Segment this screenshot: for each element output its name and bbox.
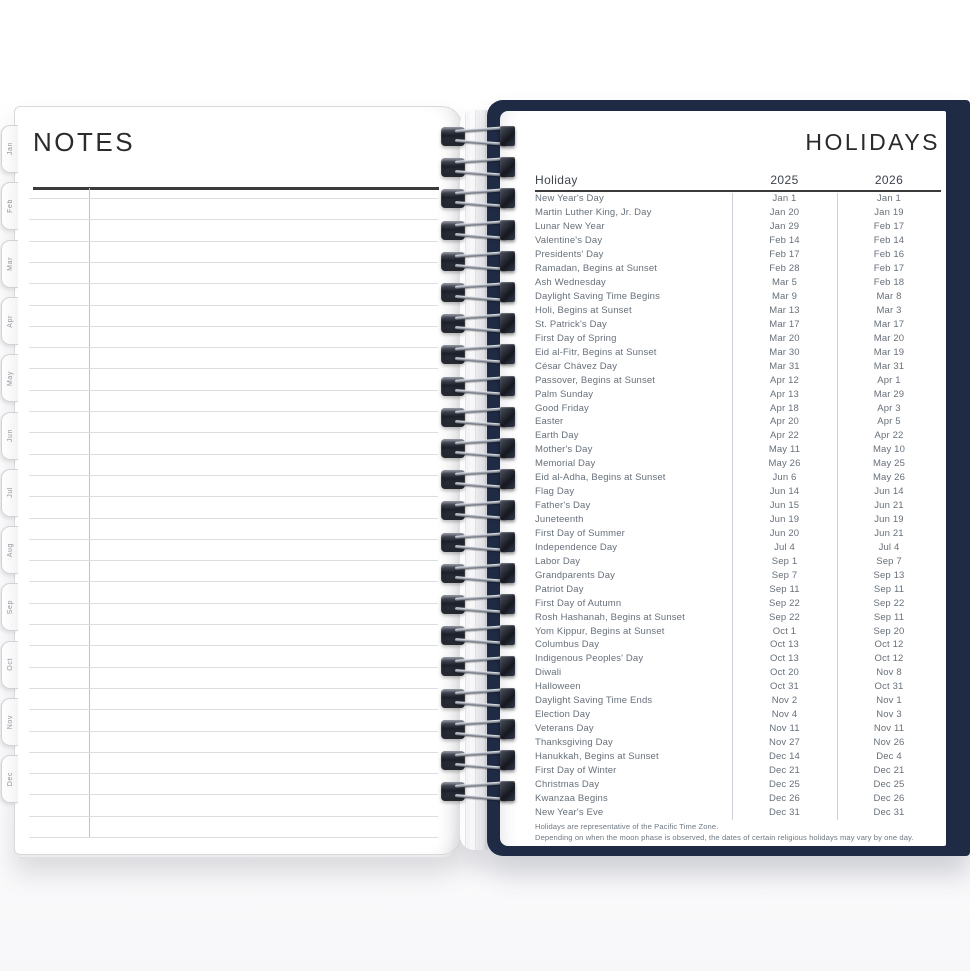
holiday-row [535, 429, 941, 443]
month-tab-label: Nov [6, 714, 14, 730]
holiday-row [535, 248, 941, 262]
holiday-name: Martin Luther King, Jr. Day [535, 207, 652, 219]
holiday-name: New Year's Day [535, 193, 604, 205]
binding-cap-right [500, 376, 515, 396]
binding-cap-right [500, 407, 515, 427]
ruled-line [29, 518, 438, 519]
holiday-date-2026: May 25 [872, 458, 906, 470]
holiday-date-2025: Apr 18 [770, 402, 799, 414]
holiday-name: Presidents' Day [535, 249, 604, 261]
holiday-date-2026: Mar 31 [873, 360, 905, 372]
holiday-name: Halloween [535, 681, 581, 693]
holiday-row [535, 805, 941, 819]
holiday-name: Indigenous Peoples' Day [535, 653, 644, 665]
holiday-table-header [535, 167, 941, 187]
holiday-row [535, 652, 941, 666]
holiday-table [535, 167, 941, 819]
holiday-date-2026: Sep 20 [873, 625, 905, 637]
holiday-date-2025: Mar 20 [769, 332, 800, 344]
holiday-row [535, 276, 941, 290]
footnote-line: Depending on when the moon phase is observed, the dates of certain religious holidays may vary by one day. [535, 833, 914, 843]
ruled-line [29, 731, 438, 732]
binding-loop [441, 499, 515, 523]
binding-loop [441, 624, 515, 648]
ruled-line [29, 773, 438, 774]
holiday-date-2025: Oct 13 [770, 653, 799, 665]
holiday-date-2026: Mar 8 [876, 291, 902, 303]
holiday-name: Father's Day [535, 500, 591, 512]
ruled-line [29, 262, 438, 263]
binding-cap-right [500, 188, 515, 208]
binding-cap-right [500, 251, 515, 271]
ruled-line [29, 581, 438, 582]
month-tab-apr [1, 297, 18, 345]
holiday-date-2025: Oct 13 [770, 639, 799, 651]
holiday-date-2026: Nov 8 [876, 667, 902, 679]
holiday-row [535, 387, 941, 401]
holiday-name: Eid al-Adha, Begins at Sunset [535, 472, 666, 484]
binding-loop [441, 125, 515, 149]
ruled-line [29, 794, 438, 795]
holiday-name: Yom Kippur, Begins at Sunset [535, 625, 665, 637]
ruled-line [29, 816, 438, 817]
holiday-name: Ramadan, Begins at Sunset [535, 263, 658, 275]
ruled-line [29, 645, 438, 646]
header-2026: 2026 [874, 173, 904, 187]
binding-cap-right [500, 688, 515, 708]
month-tab-jun [1, 412, 18, 460]
holiday-date-2026: Jun 21 [874, 527, 904, 539]
notes-margin-line [89, 188, 90, 838]
holiday-date-2025: Jan 1 [772, 193, 797, 205]
holiday-row [535, 694, 941, 708]
month-tab-label: Jun [6, 428, 14, 443]
ruled-line [29, 688, 438, 689]
month-tab-aug [1, 526, 18, 574]
holiday-date-2026: Mar 29 [873, 388, 905, 400]
holiday-row [535, 513, 941, 527]
binding-loop [441, 250, 515, 274]
holiday-date-2025: Jul 4 [774, 541, 795, 553]
header-2025: 2025 [770, 173, 799, 187]
binding-loop [441, 531, 515, 555]
holiday-row [535, 415, 941, 429]
holiday-row [535, 192, 941, 206]
holiday-name: New Year's Eve [535, 806, 604, 818]
binding-cap-right [500, 344, 515, 364]
holiday-row [535, 499, 941, 513]
binding-loop [441, 312, 515, 336]
holiday-date-2026: Nov 3 [876, 709, 902, 721]
month-tab-dec [1, 755, 18, 803]
month-tab-label: May [6, 370, 14, 386]
month-tab-label: Aug [6, 542, 14, 558]
binding-cap-right [500, 282, 515, 302]
holiday-date-2026: Jul 4 [878, 541, 900, 553]
holiday-name: Independence Day [535, 541, 618, 553]
holiday-date-2026: Apr 5 [877, 416, 901, 428]
holiday-date-2025: Sep 22 [768, 611, 800, 623]
holiday-date-2026: Dec 25 [873, 778, 905, 790]
holiday-date-2026: Nov 11 [873, 723, 905, 735]
binding-cap-right [500, 157, 515, 177]
ruled-line [29, 198, 438, 199]
month-tab-oct [1, 641, 18, 689]
holiday-date-2025: Nov 27 [768, 737, 800, 749]
holiday-row [535, 485, 941, 499]
holiday-row [535, 331, 941, 345]
binding-loop [441, 562, 515, 586]
binding-loop [441, 437, 515, 461]
binding-cap-right [500, 500, 515, 520]
month-tab-label: Jan [6, 142, 14, 156]
holiday-date-2026: Mar 17 [873, 318, 905, 330]
holiday-date-2026: Sep 22 [873, 597, 905, 609]
holiday-date-2025: Nov 11 [769, 723, 800, 735]
holiday-row [535, 722, 941, 736]
holiday-name: Mother's Day [535, 444, 593, 456]
holiday-row [535, 443, 941, 457]
holiday-date-2025: Mar 30 [769, 346, 800, 358]
binding-loop [441, 780, 515, 804]
month-tab-label: Mar [6, 256, 14, 271]
holiday-date-2026: Feb 14 [873, 235, 905, 247]
month-tab-jan [1, 125, 18, 173]
holiday-date-2025: Feb 28 [769, 263, 800, 275]
binding-cap-right [500, 532, 515, 552]
holiday-row [535, 666, 941, 680]
holiday-name: First Day of Autumn [535, 597, 622, 609]
holiday-date-2025: Oct 20 [770, 667, 799, 679]
notes-page-title: NOTES [33, 127, 136, 157]
binding-cap-right [500, 625, 515, 645]
ruled-line [29, 283, 438, 284]
month-tab-sep [1, 583, 18, 631]
month-tab-may [1, 354, 18, 402]
holiday-date-2026: Dec 26 [873, 792, 905, 804]
binding-cap-right [500, 781, 515, 801]
holiday-name: Daylight Saving Time Begins [535, 291, 660, 303]
holiday-name: First Day of Summer [535, 527, 625, 539]
binding-loop [441, 375, 515, 399]
holiday-name: First Day of Spring [535, 332, 617, 344]
binding-loop [441, 219, 515, 243]
holiday-date-2025: Jun 19 [769, 514, 800, 526]
holiday-date-2025: Dec 14 [768, 750, 800, 762]
binding-loop [441, 718, 515, 742]
holiday-date-2025: Mar 17 [769, 318, 800, 330]
holiday-row [535, 736, 941, 750]
footnote-line: Holidays are representative of the Pacific Time Zone. [535, 822, 719, 831]
holiday-date-2026: Jan 19 [874, 207, 904, 219]
ruled-line [29, 709, 438, 710]
binding-cap-right [500, 126, 515, 146]
holiday-name: Eid al-Fitr, Begins at Sunset [535, 346, 657, 358]
holiday-row [535, 401, 941, 415]
holiday-date-2025: Dec 21 [768, 764, 800, 776]
holiday-row [535, 708, 941, 722]
holiday-date-2026: Sep 11 [873, 583, 905, 595]
holiday-row [535, 471, 941, 485]
holiday-date-2025: Mar 13 [769, 304, 800, 316]
binding-loop [441, 593, 515, 617]
holiday-date-2026: Sep 11 [873, 611, 905, 623]
holiday-date-2025: Apr 12 [770, 374, 799, 386]
notes-title-rule [33, 187, 439, 190]
ruled-line [29, 390, 438, 391]
left-page [6, 106, 462, 855]
month-tab-mar [1, 240, 18, 288]
month-tab-label: Oct [6, 658, 14, 672]
binding-cap-right [500, 438, 515, 458]
holiday-name: Juneteenth [535, 514, 584, 526]
holiday-date-2025: Dec 26 [768, 792, 800, 804]
binding-cap-right [500, 594, 515, 614]
holiday-date-2026: Dec 31 [873, 806, 905, 818]
binding-loop [441, 687, 515, 711]
holiday-row [535, 680, 941, 694]
holiday-date-2026: May 10 [872, 444, 906, 456]
holiday-name: Easter [535, 416, 564, 428]
holiday-name: Daylight Saving Time Ends [535, 695, 653, 707]
holiday-name: Holi, Begins at Sunset [535, 304, 632, 316]
holiday-name: St. Patrick's Day [535, 318, 607, 330]
binding-cap-right [500, 750, 515, 770]
ruled-line [29, 368, 438, 369]
holiday-name: Diwali [535, 667, 562, 679]
holiday-date-2026: Nov 26 [873, 737, 905, 749]
holiday-row [535, 234, 941, 248]
holiday-name: Grandparents Day [535, 569, 616, 581]
holiday-date-2026: Apr 22 [874, 430, 904, 442]
holiday-date-2025: Apr 13 [770, 388, 799, 400]
holiday-name: First Day of Winter [535, 764, 617, 776]
month-tab-label: Sep [6, 600, 14, 615]
holiday-name: Election Day [535, 709, 591, 721]
holiday-date-2025: Oct 1 [772, 625, 797, 637]
ruled-line [29, 624, 438, 625]
ruled-line [29, 560, 438, 561]
holiday-date-2025: Jun 15 [769, 500, 800, 512]
header-holiday: Holiday [535, 173, 578, 187]
holiday-name: Hanukkah, Begins at Sunset [535, 750, 659, 762]
holiday-date-2025: May 26 [768, 458, 801, 470]
holiday-row [535, 554, 941, 568]
ruled-line [29, 837, 438, 838]
column-separator [732, 193, 733, 820]
holiday-row [535, 290, 941, 304]
holidays-page [500, 111, 946, 846]
month-tab-feb [1, 182, 18, 230]
holiday-date-2026: May 26 [872, 472, 906, 484]
notebook-cover [487, 100, 970, 856]
holiday-date-2026: Apr 3 [877, 402, 901, 414]
footnotes [535, 821, 914, 844]
holiday-date-2026: Feb 18 [873, 277, 905, 289]
holiday-row [535, 638, 941, 652]
ruled-line [29, 667, 438, 668]
holiday-date-2025: Sep 11 [769, 583, 800, 595]
month-tab-label: Feb [6, 199, 14, 214]
holiday-date-2026: Oct 12 [874, 653, 904, 665]
holidays-page-title: HOLIDAYS [805, 129, 940, 155]
binding-cap-right [500, 563, 515, 583]
holiday-table-body [535, 192, 941, 819]
holiday-date-2026: Sep 13 [873, 569, 905, 581]
month-tab-jul [1, 469, 18, 517]
holiday-row [535, 777, 941, 791]
holiday-date-2025: Dec 25 [768, 778, 800, 790]
holiday-row [535, 750, 941, 764]
binding-loop [441, 343, 515, 367]
month-tab-label: Apr [6, 314, 14, 328]
holiday-row [535, 791, 941, 805]
holiday-row [535, 220, 941, 234]
binding-loop [441, 655, 515, 679]
holiday-name: Thanksgiving Day [535, 737, 613, 749]
holiday-date-2025: Dec 31 [768, 806, 800, 818]
holiday-date-2025: Jan 20 [769, 207, 800, 219]
holiday-name: Ash Wednesday [535, 277, 606, 289]
holiday-row [535, 540, 941, 554]
holiday-name: Good Friday [535, 402, 589, 414]
holiday-date-2026: Oct 31 [874, 681, 904, 693]
holiday-row [535, 206, 941, 220]
ruled-line [29, 432, 438, 433]
holiday-date-2026: Mar 20 [873, 332, 905, 344]
holiday-date-2025: Jan 29 [769, 221, 800, 233]
binding-cap-right [500, 313, 515, 333]
holiday-date-2026: Feb 16 [873, 249, 905, 261]
holiday-date-2025: Jun 14 [769, 486, 800, 498]
holiday-date-2026: Mar 3 [876, 304, 902, 316]
binding-loop [441, 468, 515, 492]
holiday-date-2025: Apr 20 [770, 416, 799, 428]
holiday-name: Rosh Hashanah, Begins at Sunset [535, 611, 685, 623]
holiday-date-2026: Dec 4 [876, 750, 902, 762]
ruled-line [29, 539, 438, 540]
holiday-date-2026: Sep 7 [876, 555, 902, 567]
column-separator [837, 193, 838, 820]
ruled-line [29, 454, 438, 455]
holiday-date-2025: Mar 5 [771, 277, 798, 289]
binding-loop [441, 187, 515, 211]
holiday-date-2026: Feb 17 [873, 263, 905, 275]
ruled-line [29, 347, 438, 348]
month-tab-label: Jul [6, 487, 14, 499]
holiday-date-2026: Oct 12 [874, 639, 904, 651]
holiday-date-2025: Apr 22 [770, 430, 799, 442]
holiday-name: Valentine's Day [535, 235, 603, 247]
holiday-date-2025: Mar 9 [771, 291, 798, 303]
holiday-row [535, 624, 941, 638]
holiday-name: Passover, Begins at Sunset [535, 374, 656, 386]
ruled-line [29, 305, 438, 306]
ruled-line [29, 326, 438, 327]
month-tab-nov [1, 698, 18, 746]
month-tab-label: Dec [6, 772, 14, 787]
holiday-date-2026: Jun 21 [874, 500, 904, 512]
ruled-line [29, 475, 438, 476]
binding-loop [441, 156, 515, 180]
holiday-date-2025: Nov 4 [771, 709, 798, 721]
holiday-date-2025: Jun 6 [772, 472, 797, 484]
holiday-name: Palm Sunday [535, 388, 594, 400]
binding-cap-right [500, 719, 515, 739]
holiday-row [535, 304, 941, 318]
holiday-date-2026: Nov 1 [876, 695, 902, 707]
holiday-row [535, 359, 941, 373]
holiday-name: Flag Day [535, 486, 575, 498]
holiday-date-2026: Feb 17 [873, 221, 905, 233]
holiday-row [535, 763, 941, 777]
holiday-row [535, 262, 941, 276]
holiday-date-2025: May 11 [768, 444, 801, 456]
holiday-name: Memorial Day [535, 458, 596, 470]
binding-cap-right [500, 469, 515, 489]
holiday-date-2026: Jan 1 [877, 193, 901, 205]
holiday-name: Patriot Day [535, 583, 584, 595]
ruled-line [29, 752, 438, 753]
holiday-row [535, 345, 941, 359]
holiday-date-2025: Feb 17 [769, 249, 800, 261]
ruled-line [29, 411, 438, 412]
holiday-date-2026: Jun 19 [874, 514, 904, 526]
holiday-date-2025: Jun 20 [769, 527, 800, 539]
holiday-name: Earth Day [535, 430, 579, 442]
ruled-line [29, 219, 438, 220]
holiday-date-2025: Sep 7 [771, 569, 798, 581]
holiday-name: Christmas Day [535, 778, 600, 790]
ruled-line [29, 241, 438, 242]
holiday-row [535, 582, 941, 596]
holiday-date-2026: Apr 1 [877, 374, 901, 386]
binding-loop [441, 281, 515, 305]
binding-cap-right [500, 656, 515, 676]
holiday-name: César Chávez Day [535, 360, 618, 372]
holiday-row [535, 610, 941, 624]
holiday-row [535, 596, 941, 610]
holiday-name: Columbus Day [535, 639, 600, 651]
holiday-date-2025: Mar 31 [769, 360, 800, 372]
holiday-row [535, 373, 941, 387]
holiday-name: Kwanzaa Begins [535, 792, 608, 804]
holiday-row [535, 527, 941, 541]
holiday-row [535, 317, 941, 331]
holiday-row [535, 457, 941, 471]
holiday-date-2026: Jun 14 [874, 486, 904, 498]
holiday-name: Lunar New Year [535, 221, 605, 233]
holiday-date-2025: Nov 2 [771, 695, 798, 707]
holiday-date-2025: Feb 14 [769, 235, 800, 247]
holiday-date-2026: Mar 19 [873, 346, 905, 358]
holiday-name: Labor Day [535, 555, 581, 567]
holiday-date-2025: Sep 22 [768, 597, 800, 609]
binding-cap-right [500, 220, 515, 240]
holiday-name: Veterans Day [535, 723, 594, 735]
holiday-date-2025: Oct 31 [770, 681, 799, 693]
holiday-date-2025: Sep 1 [771, 555, 798, 567]
binding-loop [441, 406, 515, 430]
holiday-row [535, 568, 941, 582]
ruled-line [29, 496, 438, 497]
binding-loop [441, 749, 515, 773]
holiday-date-2026: Dec 21 [873, 764, 905, 776]
ruled-line [29, 603, 438, 604]
